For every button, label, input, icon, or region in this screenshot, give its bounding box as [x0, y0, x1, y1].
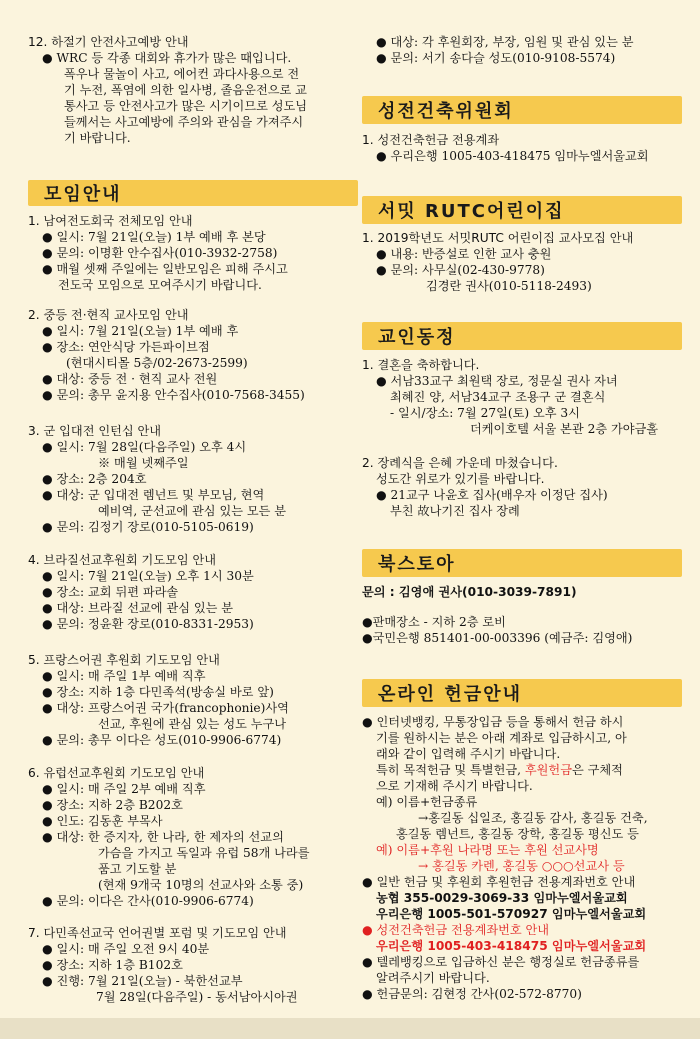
text-line: ● 인터넷뱅킹, 무통장입금 등을 통해서 헌금 하시 — [362, 715, 624, 729]
text-line: ● 문의: 정윤환 장로(010-8331-2953) — [42, 617, 254, 631]
text-line: ● 매월 셋째 주일에는 일반모임은 피해 주시고 — [42, 262, 288, 276]
section-header-label: 모임안내 — [44, 184, 122, 205]
text-line: 예) 이름+헌금종류 — [376, 795, 478, 809]
text-line: 부친 故나기진 집사 장례 — [390, 504, 520, 518]
text-line: 김경란 권사(010-5118-2493) — [426, 279, 592, 293]
text-line: ● 헌금문의: 김현정 간사(02-572-8770) — [362, 987, 582, 1001]
text-line: ● 인도: 김동훈 부목사 — [42, 814, 163, 828]
text-line: 기 누전, 폭염에 의한 일사병, 졸음운전으로 교 — [64, 83, 307, 97]
text-line: ● 대상: 한 증지자, 한 나라, 한 제자의 선교의 — [42, 830, 284, 844]
text-line: 예비역, 군선교에 관심 있는 모든 분 — [98, 504, 287, 518]
section-header-moim — [28, 180, 358, 206]
account-line: 우리은행 1005-403-418475 임마누엘서울교회 — [376, 939, 647, 953]
text-line: ● 일시: 매 주일 1부 예배 직후 — [42, 669, 206, 683]
text-line: 알려주시기 바랍니다. — [376, 971, 490, 985]
text-line: 홍길동 렘넌트, 홍길동 장학, 홍길동 평신도 등 — [396, 827, 639, 841]
notice-title: 7. 다민족선교국 언어권별 포럼 및 기도모임 안내 — [28, 926, 287, 940]
text-line: 으로 기재해 주시기 바랍니다. — [376, 779, 533, 793]
text-line: 예) 이름+후원 나라명 또는 후원 선교사명 — [376, 843, 599, 857]
text-line: ● 대상: 중등 전 · 현직 교사 전원 — [42, 372, 218, 386]
text-line — [362, 762, 648, 778]
section-header-label: 온라인 헌금안내 — [378, 684, 522, 705]
text-line: ● 문의: 이명환 안수집사(010-3932-2758) — [42, 246, 278, 260]
section-header-construction — [362, 96, 682, 124]
text-line: ● 문의: 총무 윤지용 안수집사(010-7568-3455) — [42, 388, 305, 402]
notice-title: 1. 결혼을 축하합니다. — [362, 358, 480, 372]
safety-notice — [28, 34, 307, 146]
account-line: 우리은행 1005-501-570927 임마누엘서울교회 — [376, 907, 647, 921]
text-line: ● 문의: 사무실(02-430-9778) — [376, 263, 545, 277]
text-line: ● 장소: 교회 뒤편 파라솔 — [42, 585, 179, 599]
text-line: - 일시/장소: 7월 27일(토) 오후 3시 — [390, 406, 580, 420]
page-bottom-strip — [0, 1018, 700, 1039]
text-line: ● 장소: 연안식당 가든파이브점 — [42, 340, 210, 354]
notice-title: 4. 브라질선교후원회 기도모임 안내 — [28, 553, 217, 567]
notice-6 — [28, 765, 309, 909]
news-wedding — [362, 357, 658, 437]
text-line: ● 문의: 김정기 장로(010-5105-0619) — [42, 520, 254, 534]
notice-3 — [28, 423, 286, 535]
text-line: 통사고 등 안전사고가 많은 시기이므로 성도님 — [64, 99, 308, 113]
text-line: ● 성전건축헌금 전용계좌번호 안내 — [362, 923, 550, 937]
text-line: 전도국 모임으로 모여주시기 바랍니다. — [58, 278, 262, 292]
text-line: ● 일시: 7월 28일(다음주일) 오후 4시 — [42, 440, 247, 454]
notice-title: 3. 군 입대전 인턴십 안내 — [28, 424, 162, 438]
notice-5 — [28, 652, 289, 748]
text-line: ● 대상: 각 후원회장, 부장, 임원 및 관심 있는 분 — [376, 35, 634, 49]
notice-2 — [28, 307, 305, 403]
text-line: 최혜진 양, 서남34교구 조용구 군 결혼식 — [390, 390, 606, 404]
text-line: ● 일시: 7월 21일(오늘) 1부 예배 후 본당 — [42, 230, 266, 244]
section-header-label: 북스토아 — [378, 554, 456, 575]
text-line: ● 서남33교구 최원택 장로, 정문실 권사 자녀 — [376, 374, 618, 388]
notice-title: 2. 장례식을 은혜 가운데 마쳤습니다. — [362, 456, 558, 470]
notice-title: 1. 성전건축헌금 전용계좌 — [362, 133, 500, 147]
text-line: 선교, 후원에 관심 있는 성도 누구나 — [98, 717, 287, 731]
news-funeral — [362, 455, 608, 519]
section-header-books — [362, 549, 682, 577]
section-header-rutc — [362, 196, 682, 224]
text-line: ● 대상: 군 입대전 렘넌트 및 부모님, 현역 — [42, 488, 265, 502]
text-line: 가슴을 가지고 독일과 유럽 58개 나라를 — [98, 846, 310, 860]
text-line: ● 장소: 지하 2층 B202호 — [42, 798, 183, 812]
section-header-label: 성전건축위원회 — [378, 101, 514, 122]
text-line: 더케이호텔 서울 본관 2층 가야금홀 — [470, 422, 659, 436]
section-header-label: 서밋 RUTC어린이집 — [378, 201, 565, 222]
text-line: ● 일시: 7월 21일(오늘) 오후 1시 30분 — [42, 569, 254, 583]
notice-subtitle: 성도간 위로가 있기를 바랍니다. — [376, 472, 545, 486]
text-line: ● 장소: 지하 1층 다민족석(방송실 바로 앞) — [42, 685, 274, 699]
text-line: ● 장소: 지하 1층 B102호 — [42, 958, 183, 972]
text-line: 7월 28일(다음주일) - 동서남아시아권 — [96, 990, 298, 1004]
text-line: ● 우리은행 1005-403-418475 임마누엘서울교회 — [376, 149, 649, 163]
text-line: 폭우나 물놀이 사고, 에어컨 과다사용으로 전 — [64, 67, 300, 81]
text-line: (현재 9개국 10명의 선교사와 소통 중) — [98, 878, 304, 892]
construction-notice — [362, 132, 649, 164]
notice-title: 1. 남여전도회국 전체모임 안내 — [28, 214, 193, 228]
text-line: ● 일반 헌금 및 후원회 후원헌금 전용계좌번호 안내 — [362, 875, 636, 889]
highlight-text: 후원헌금 — [524, 763, 572, 777]
notice-4 — [28, 552, 254, 632]
text-line: (현대시티몰 5층/02-2673-2599) — [66, 356, 248, 370]
notice-title: 5. 프랑스어권 후원회 기도모임 안내 — [28, 653, 220, 667]
text-line: ● WRC 등 각종 대회와 휴가가 많은 때입니다. — [42, 51, 292, 65]
text-line: ● 진행: 7월 21일(오늘) - 북한선교부 — [42, 974, 243, 988]
text-line: ●판매장소 - 지하 2층 로비 — [362, 615, 506, 629]
notice-title: 2. 중등 전·현직 교사모임 안내 — [28, 308, 189, 322]
notice-7 — [28, 925, 298, 1005]
text-line: → 홍길동 카렌, 홍길동 ○○○선교사 등 — [418, 859, 625, 873]
text-line: ● 대상: 프랑스어권 국가(francophonie)사역 — [42, 701, 289, 715]
notice-title: 1. 2019학년도 서밋RUTC 어린이집 교사모집 안내 — [362, 231, 634, 245]
text-line: 품고 기도할 분 — [98, 862, 177, 876]
text-part: 은 구체적 — [571, 763, 623, 777]
text-line: ● 일시: 매 주일 2부 예배 직후 — [42, 782, 206, 796]
text-line: →홍길동 십일조, 홍길동 감사, 홍길동 건축, — [418, 811, 648, 825]
text-line: ● 21교구 나윤호 집사(배우자 이정단 집사) — [376, 488, 608, 502]
text-line: ● 대상: 브라질 선교에 관심 있는 분 — [42, 601, 234, 615]
text-line: ● 문의: 서기 송다슬 성도(010-9108-5574) — [376, 51, 616, 65]
section-header-label: 교인동정 — [378, 327, 456, 348]
text-line: 기를 원하시는 분은 아래 계좌로 입금하시고, 아 — [376, 731, 627, 745]
bookstore-info — [362, 584, 632, 646]
section-title: 12. 하절기 안전사고예방 안내 — [28, 35, 189, 49]
section-header-online — [362, 679, 682, 707]
text-line: 래와 같이 입력해 주시기 바랍니다. — [376, 747, 561, 761]
text-part: 특히 목적헌금 및 특별헌금, — [376, 763, 525, 777]
text-line: ● 내용: 반증설로 인한 교사 충원 — [376, 247, 552, 261]
text-line: ● 일시: 7월 21일(오늘) 1부 예배 후 — [42, 324, 239, 338]
text-line: ● 텔레뱅킹으로 입금하신 분은 행정실로 헌금종류를 — [362, 955, 640, 969]
online-offering-info — [362, 714, 648, 1002]
rutc-notice — [362, 230, 633, 294]
text-line: ●국민은행 851401-00-003396 (예금주: 김영애) — [362, 631, 633, 645]
text-line: ● 장소: 2층 204호 — [42, 472, 147, 486]
bookstore-contact: 문의 : 김영애 권사(010-3039-7891) — [362, 585, 577, 599]
notice-1 — [28, 213, 288, 293]
account-line: 농협 355-0029-3069-33 임마누엘서울교회 — [376, 891, 628, 905]
text-line: 들께서는 사고예방에 주의와 관심을 가져주시 — [64, 115, 304, 129]
text-line: ● 문의: 이다은 간사(010-9906-6774) — [42, 894, 254, 908]
text-line: ● 문의: 총무 이다은 성도(010-9906-6774) — [42, 733, 282, 747]
text-line: 기 바랍니다. — [64, 131, 131, 145]
notice-title: 6. 유럽선교후원회 기도모임 안내 — [28, 766, 205, 780]
text-line: ※ 매월 넷째주일 — [98, 456, 189, 470]
section-header-news — [362, 322, 682, 350]
text-line: ● 일시: 매 주일 오전 9시 40분 — [42, 942, 210, 956]
continued-notice — [362, 34, 634, 66]
